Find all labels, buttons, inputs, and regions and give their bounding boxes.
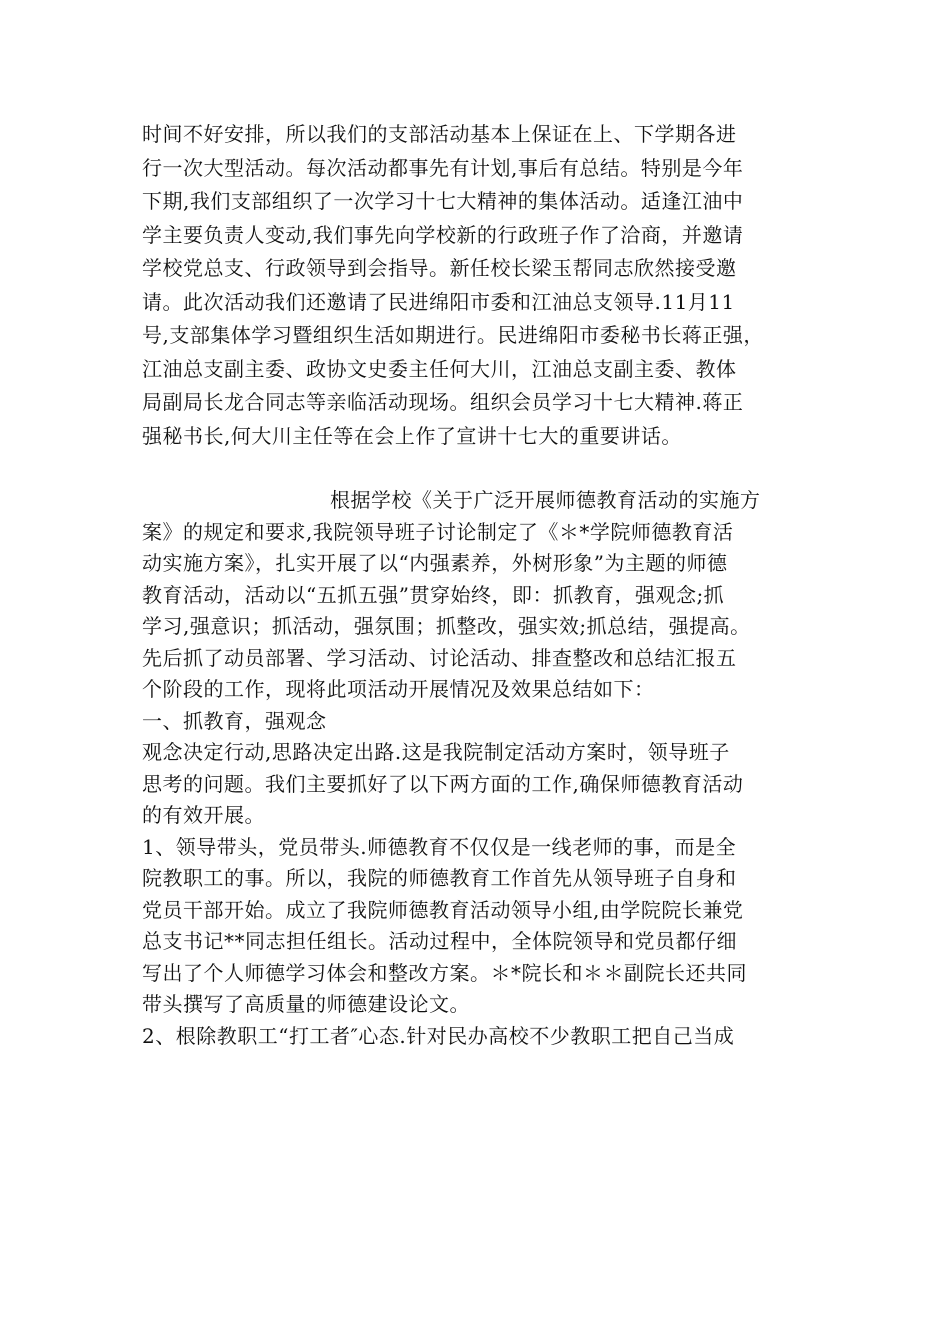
- text-line: 院教职工的事。所以，我院的师德教育工作首先从领导班子自身和: [142, 866, 737, 890]
- text-line: 号,支部集体学习暨组织生活如期进行。民进绵阳市委秘书长蒋正强，: [142, 323, 764, 347]
- paragraph-gap: [142, 453, 814, 485]
- text-line: 请。此次活动我们还邀请了民进绵阳市委和江油总支领导.11月11: [142, 289, 735, 314]
- paragraph-ethics-education: [142, 485, 814, 1052]
- text-line: 学校党总支、行政领导到会指导。新任校长梁玉帮同志欣然接受邀: [142, 256, 737, 280]
- text-line: 先后抓了动员部署、学习活动、讨论活动、排查整改和总结汇报五: [142, 645, 737, 670]
- text-line: 行一次大型活动。每次活动都事先有计划,事后有总结。特别是今年: [142, 155, 744, 180]
- text-line: 局副局长龙合同志等亲临活动现场。组织会员学习十七大精神.蒋正: [142, 390, 744, 414]
- section-heading: 一、抓教育，强观念: [142, 708, 327, 733]
- text-line: 1、领导带头，党员带头.师德教育不仅仅是一线老师的事，而是全: [142, 834, 737, 859]
- text-line: 时间不好安排，所以我们的支部活动基本上保证在上、下学期各进: [142, 122, 737, 146]
- text-line: 思考的问题。我们主要抓好了以下两方面的工作,确保师德教育活动: [142, 771, 744, 796]
- text-line: 动实施方案》，扎实开展了以“内强素养，外树形象”为主题的师德: [142, 551, 728, 575]
- text-line: 强秘书长,何大川主任等在会上作了宣讲十七大的重要讲话。: [142, 423, 682, 448]
- text-line: 案》的规定和要求,我院领导班子讨论制定了《＊*学院师德教育活: [142, 519, 734, 544]
- text-line: 教育活动，活动以“五抓五强”贯穿始终，即：抓教育，强观念;抓: [142, 582, 725, 607]
- text-line: 党员干部开始。成立了我院师德教育活动领导小组,由学院院长兼党: [142, 897, 744, 922]
- text-line: 的有效开展。: [142, 803, 265, 827]
- text-line: 根据学校《关于广泛开展师德教育活动的实施方: [330, 488, 761, 512]
- paragraph-party-branch-activity: [142, 118, 814, 453]
- document-page: [142, 118, 814, 1052]
- text-line: 带头撰写了高质量的师德建设论文。: [142, 992, 470, 1016]
- text-line: 学习,强意识；抓活动，强氛围；抓整改，强实效;抓总结，强提高。: [142, 614, 751, 638]
- text-line: 个阶段的工作，现将此项活动开展情况及效果总结如下：: [142, 677, 655, 701]
- text-line: 下期,我们支部组织了一次学习十七大精神的集体活动。适逢江油中: [142, 189, 744, 213]
- text-line: 写出了个人师德学习体会和整改方案。＊*院长和＊＊副院长还共同: [142, 960, 747, 985]
- text-line: 学主要负责人变动,我们事先向学校新的行政班子作了洽商，并邀请: [142, 222, 744, 247]
- text-line: 江油总支副主委、政协文史委主任何大川，江油总支副主委、教体: [142, 356, 737, 381]
- text-line: 总支书记**同志担任组长。活动过程中，全体院领导和党员都仔细: [142, 929, 737, 953]
- text-line: 2、根除教职工“打工者″心态.针对民办高校不少教职工把自己当成: [142, 1023, 735, 1048]
- text-line: 观念决定行动,思路决定出路.这是我院制定活动方案时，领导班子: [142, 740, 730, 764]
